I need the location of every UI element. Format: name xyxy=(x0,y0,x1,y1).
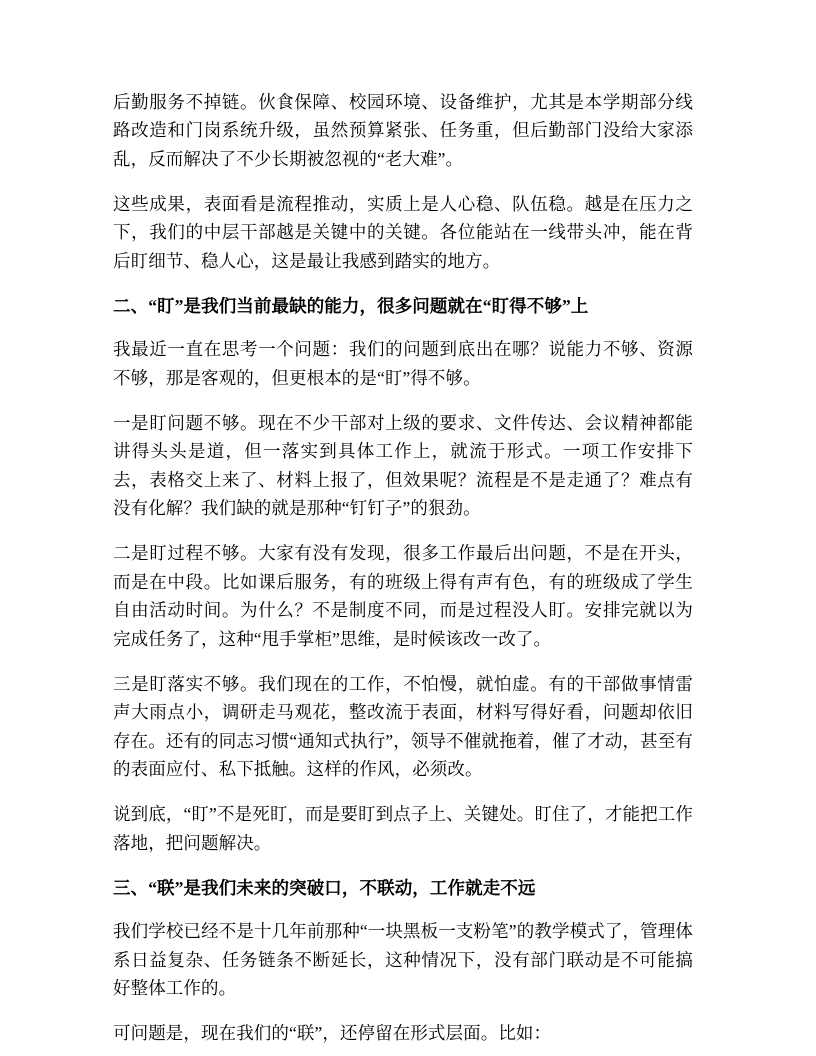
paragraph: 说到底，“盯”不是死盯，而是要盯到点子上、关键处。盯住了，才能把工作落地，把问题解决。 xyxy=(113,804,693,853)
paragraph: 我最近一直在思考一个问题：我们的问题到底出在哪？说能力不够、资源不够，那是客观的，但更根本的是“盯”得不够。 xyxy=(113,339,693,388)
paragraph: 二是盯过程不够。大家有没有发现，很多工作最后出问题，不是在开头，而是在中段。比如课后服务，有的班级上得有声有色，有的班级成了学生自由活动时间。为什么？不是制度不同，而是过程没人盯。安排完就以为完成任务了，这种“甩手掌柜”思维，是时候该改一改了。 xyxy=(113,543,693,649)
paragraph: 一是盯问题不够。现在不少干部对上级的要求、文件传达、会议精神都能讲得头头是道，但一落实到具体工作上，就流于形式。一项工作安排下去，表格交上来了、材料上报了，但效果呢？流程是不是走通了？难点有没有化解？我们缺的就是那种“钉钉子”的狠劲。 xyxy=(113,413,693,519)
section-heading: 二、“盯”是我们当前最缺的能力，很多问题就在“盯得不够”上 xyxy=(113,296,589,317)
paragraph: 这些成果，表面看是流程推动，实质上是人心稳、队伍稳。越是在压力之下，我们的中层干部越是关键中的关键。各位能站在一线带头冲，能在背后盯细节、稳人心，这是最让我感到踏实的地方。 xyxy=(113,194,693,271)
document-body xyxy=(113,88,693,1056)
paragraph: 我们学校已经不是十几年前那种“一块黑板一支粉笔”的教学模式了，管理体系日益复杂、任务链条不断延长，这种情况下，没有部门联动是不可能搞好整体工作的。 xyxy=(113,921,693,998)
paragraph: 可问题是，现在我们的“联”，还停留在形式层面。比如： xyxy=(113,1023,552,1044)
paragraph: 后勤服务不掉链。伙食保障、校园环境、设备维护，尤其是本学期部分线路改造和门岗系统升级，虽然预算紧张、任务重，但后勤部门没给大家添乱，反而解决了不少长期被忽视的“老大难”。 xyxy=(113,92,693,169)
section-heading: 三、“联”是我们未来的突破口，不联动，工作就走不远 xyxy=(113,877,536,898)
paragraph: 三是盯落实不够。我们现在的工作，不怕慢，就怕虚。有的干部做事情雷声大雨点小，调研走马观花，整改流于表面，材料写得好看，问题却依旧存在。还有的同志习惯“通知式执行”，领导不催就拖着，催了才动，甚至有的表面应付、私下抵触。这样的作风，必须改。 xyxy=(113,673,693,779)
